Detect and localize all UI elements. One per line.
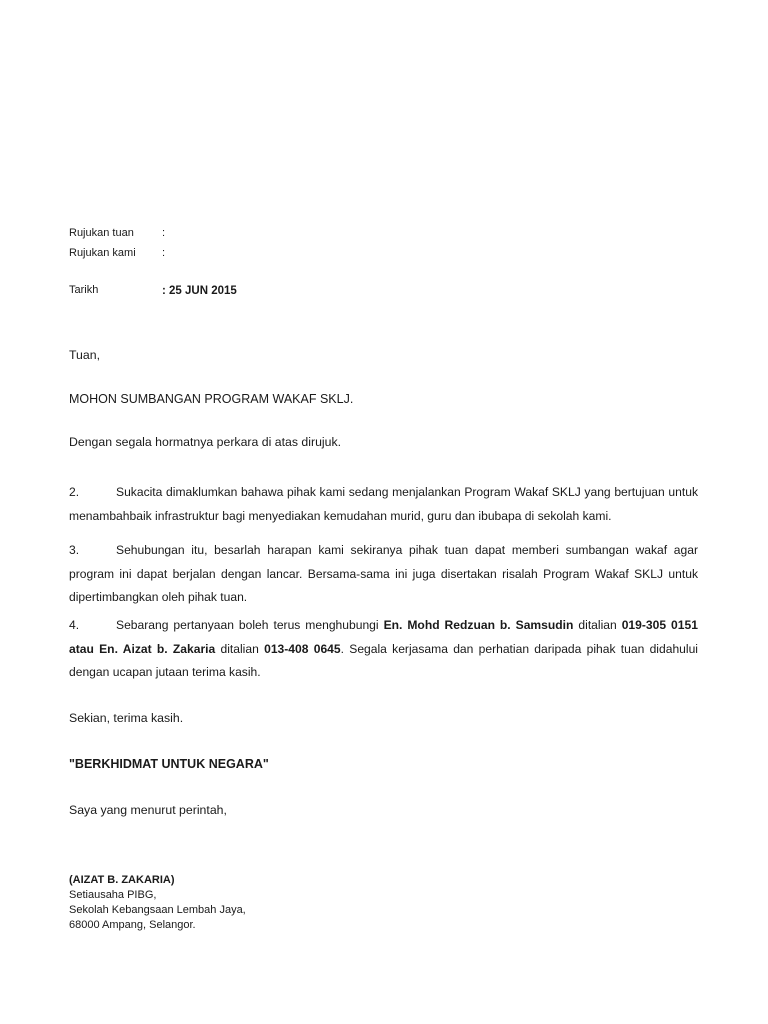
date-label: Tarikh: [69, 284, 99, 296]
contact-1-name: En. Mohd Redzuan b. Samsudin: [383, 618, 574, 632]
our-reference-row: [69, 247, 165, 259]
contact-2-phone: 013-408 0645: [264, 641, 341, 656]
signatory-name: (AIZAT B. ZAKARIA): [69, 874, 175, 886]
date-row: [69, 284, 237, 296]
paragraph-number: 4.: [69, 618, 80, 632]
closing-line: Sekian, terima kasih.: [69, 711, 184, 725]
contact-1-phone: 019-305 0151 atau En. Aizat b. Zakaria: [69, 618, 698, 656]
ordered-line: Saya yang menurut perintah,: [69, 803, 227, 817]
school-address: 68000 Ampang, Selangor.: [69, 919, 196, 931]
signatory-position: Setiausaha PIBG,: [69, 889, 157, 901]
paragraph-text: ditalian: [220, 641, 259, 656]
your-reference-label: Rujukan tuan: [69, 227, 134, 239]
intro-line: Dengan segala hormatnya perkara di atas dirujuk.: [69, 435, 342, 449]
motto: "BERKHIDMAT UNTUK NEGARA": [69, 757, 269, 771]
signature-block: [69, 873, 246, 933]
paragraph-text: ditalian: [578, 618, 617, 632]
our-reference-value: :: [162, 247, 166, 259]
paragraph-number: 3.: [69, 543, 80, 557]
paragraph-text: Sehubungan itu, besarlah harapan kami sekiranya pihak tuan dapat memberi sumbangan wakaf agar program ini dapat berjalan dengan lancar. Bersama-sama ini juga disertakan risalah Program Wakaf SKLJ untuk dipertimbangkan oleh pihak tuan.: [69, 543, 698, 604]
paragraph-text: Sukacita dimaklumkan bahawa pihak kami sedang menjalankan Program Wakaf SKLJ yang bertujuan untuk menambahbaik infrastruktur bagi menyediakan kemudahan murid, guru dan ibubapa di sekolah kami.: [69, 485, 698, 523]
paragraph-number: 2.: [69, 485, 80, 499]
paragraph-4: [69, 614, 698, 685]
our-reference-label: Rujukan kami: [69, 247, 136, 259]
paragraph-2: [69, 481, 698, 528]
your-reference-row: [69, 227, 165, 239]
paragraph-text: Sebarang pertanyaan boleh terus menghubungi: [116, 618, 379, 632]
letter-subject: MOHON SUMBANGAN PROGRAM WAKAF SKLJ.: [69, 392, 354, 406]
paragraph-text: . Segala kerjasama dan perhatian daripada pihak tuan didahului dengan ucapan jutaan terima kasih.: [69, 641, 698, 679]
date-value: : 25 JUN 2015: [162, 285, 237, 297]
salutation: Tuan,: [69, 348, 100, 362]
school-name: Sekolah Kebangsaan Lembah Jaya,: [69, 904, 246, 916]
your-reference-value: :: [162, 227, 166, 239]
paragraph-3: [69, 539, 698, 610]
